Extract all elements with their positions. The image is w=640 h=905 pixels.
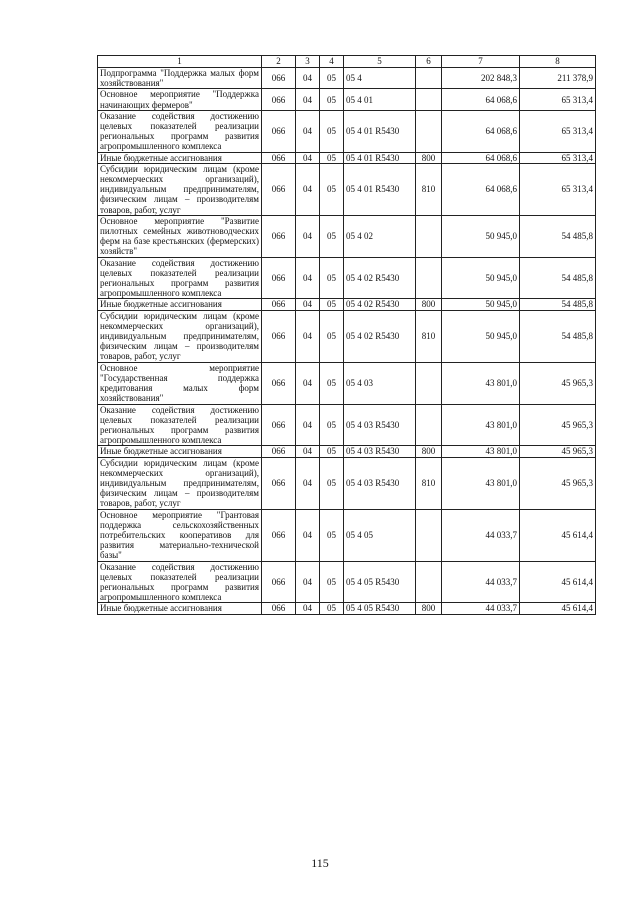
table-row [98,215,596,257]
subsection-code-cell: 05 [320,509,344,561]
expense-type-cell: 800 [416,152,442,163]
amount-col7-cell: 43 801,0 [442,446,520,457]
amount-col7-cell: 64 068,6 [442,110,520,152]
column-header: 2 [262,56,296,68]
amount-col7-cell: 64 068,6 [442,163,520,215]
amount-col7-cell: 64 068,6 [442,89,520,110]
table-row [98,404,596,446]
amount-col8-cell: 54 485,8 [520,299,596,310]
amount-col8-cell: 45 614,4 [520,561,596,603]
section-code-cell: 04 [296,404,320,446]
admin-code-cell: 066 [262,68,296,89]
table-row [98,299,596,310]
subsection-code-cell: 05 [320,310,344,362]
section-code-cell: 04 [296,310,320,362]
table-row [98,603,596,614]
row-name-cell: Субсидии юридическим лицам (кроме некоммерческих организаций), индивидуальным предпринимателям, физическим лицам – производителям товаров, работ, услуг [98,310,262,362]
page-number: 115 [311,856,329,870]
subsection-code-cell: 05 [320,110,344,152]
admin-code-cell: 066 [262,446,296,457]
admin-code-cell: 066 [262,404,296,446]
expense-type-cell [416,89,442,110]
table-row [98,110,596,152]
table-row [98,68,596,89]
expense-type-cell [416,509,442,561]
row-name-cell: Оказание содействия достижению целевых показателей реализации региональных программ развития агропромышленного комплекса [98,561,262,603]
target-article-cell: 05 4 01 R5430 [344,163,416,215]
amount-col7-cell: 50 945,0 [442,310,520,362]
amount-col7-cell: 43 801,0 [442,457,520,509]
row-name-cell: Иные бюджетные ассигнования [98,152,262,163]
table-row [98,362,596,404]
table-row [98,152,596,163]
admin-code-cell: 066 [262,89,296,110]
expense-type-cell: 800 [416,603,442,614]
target-article-cell: 05 4 02 R5430 [344,257,416,299]
expense-type-cell [416,68,442,89]
expense-type-cell: 800 [416,299,442,310]
amount-col7-cell: 50 945,0 [442,215,520,257]
row-name-cell: Основное мероприятие "Поддержка начинающих фермеров" [98,89,262,110]
target-article-cell: 05 4 02 R5430 [344,310,416,362]
target-article-cell: 05 4 05 [344,509,416,561]
row-name-cell: Оказание содействия достижению целевых показателей реализации региональных программ развития агропромышленного комплекса [98,257,262,299]
expense-type-cell [416,561,442,603]
amount-col7-cell: 202 848,3 [442,68,520,89]
amount-col8-cell: 45 965,3 [520,446,596,457]
column-header: 5 [344,56,416,68]
section-code-cell: 04 [296,215,320,257]
target-article-cell: 05 4 01 R5430 [344,110,416,152]
target-article-cell: 05 4 01 R5430 [344,152,416,163]
expense-type-cell [416,404,442,446]
table-row [98,89,596,110]
target-article-cell: 05 4 03 R5430 [344,446,416,457]
section-code-cell: 04 [296,509,320,561]
row-name-cell: Основное мероприятие "Развитие пилотных семейных животноводческих ферм на базе крестьянских (фермерских) хозяйств" [98,215,262,257]
row-name-cell: Иные бюджетные ассигнования [98,603,262,614]
admin-code-cell: 066 [262,362,296,404]
target-article-cell: 05 4 01 [344,89,416,110]
table-row [98,509,596,561]
table-row [98,310,596,362]
amount-col7-cell: 50 945,0 [442,257,520,299]
row-name-cell: Субсидии юридическим лицам (кроме некоммерческих организаций), индивидуальным предпринимателям, физическим лицам – производителям товаров, работ, услуг [98,457,262,509]
amount-col8-cell: 54 485,8 [520,215,596,257]
amount-col8-cell: 45 965,3 [520,362,596,404]
amount-col8-cell: 45 965,3 [520,457,596,509]
row-name-cell: Иные бюджетные ассигнования [98,299,262,310]
subsection-code-cell: 05 [320,152,344,163]
section-code-cell: 04 [296,299,320,310]
budget-table [97,55,596,615]
admin-code-cell: 066 [262,152,296,163]
amount-col8-cell: 65 313,4 [520,152,596,163]
row-name-cell: Основное мероприятие "Государственная поддержка кредитования малых форм хозяйствования" [98,362,262,404]
subsection-code-cell: 05 [320,68,344,89]
subsection-code-cell: 05 [320,603,344,614]
admin-code-cell: 066 [262,163,296,215]
section-code-cell: 04 [296,446,320,457]
admin-code-cell: 066 [262,257,296,299]
section-code-cell: 04 [296,457,320,509]
section-code-cell: 04 [296,68,320,89]
expense-type-cell [416,257,442,299]
target-article-cell: 05 4 03 [344,362,416,404]
amount-col8-cell: 54 485,8 [520,257,596,299]
row-name-cell: Оказание содействия достижению целевых показателей реализации региональных программ развития агропромышленного комплекса [98,110,262,152]
table-body [98,68,596,615]
expense-type-cell: 800 [416,446,442,457]
expense-type-cell: 810 [416,457,442,509]
section-code-cell: 04 [296,603,320,614]
subsection-code-cell: 05 [320,561,344,603]
expense-type-cell: 810 [416,310,442,362]
table-header-row [98,56,596,68]
section-code-cell: 04 [296,163,320,215]
section-code-cell: 04 [296,257,320,299]
amount-col7-cell: 43 801,0 [442,404,520,446]
amount-col7-cell: 43 801,0 [442,362,520,404]
admin-code-cell: 066 [262,509,296,561]
admin-code-cell: 066 [262,457,296,509]
column-header: 7 [442,56,520,68]
subsection-code-cell: 05 [320,257,344,299]
admin-code-cell: 066 [262,603,296,614]
subsection-code-cell: 05 [320,404,344,446]
target-article-cell: 05 4 05 R5430 [344,603,416,614]
section-code-cell: 04 [296,152,320,163]
admin-code-cell: 066 [262,299,296,310]
target-article-cell: 05 4 02 R5430 [344,299,416,310]
expense-type-cell [416,215,442,257]
expense-type-cell: 810 [416,163,442,215]
subsection-code-cell: 05 [320,362,344,404]
target-article-cell: 05 4 02 [344,215,416,257]
row-name-cell: Основное мероприятие "Грантовая поддержка сельскохозяйственных потребительских кооперативов для развития материально-технической базы" [98,509,262,561]
amount-col8-cell: 45 965,3 [520,404,596,446]
column-header: 3 [296,56,320,68]
amount-col8-cell: 65 313,4 [520,110,596,152]
target-article-cell: 05 4 [344,68,416,89]
subsection-code-cell: 05 [320,89,344,110]
amount-col8-cell: 45 614,4 [520,509,596,561]
amount-col8-cell: 45 614,4 [520,603,596,614]
amount-col7-cell: 64 068,6 [442,152,520,163]
subsection-code-cell: 05 [320,299,344,310]
table-row [98,457,596,509]
amount-col7-cell: 44 033,7 [442,561,520,603]
column-header: 8 [520,56,596,68]
section-code-cell: 04 [296,561,320,603]
column-header: 6 [416,56,442,68]
section-code-cell: 04 [296,110,320,152]
admin-code-cell: 066 [262,110,296,152]
subsection-code-cell: 05 [320,215,344,257]
subsection-code-cell: 05 [320,446,344,457]
amount-col8-cell: 65 313,4 [520,89,596,110]
section-code-cell: 04 [296,89,320,110]
admin-code-cell: 066 [262,310,296,362]
row-name-cell: Подпрограмма "Поддержка малых форм хозяйствования" [98,68,262,89]
column-header: 1 [98,56,262,68]
row-name-cell: Субсидии юридическим лицам (кроме некоммерческих организаций), индивидуальным предпринимателям, физическим лицам – производителям товаров, работ, услуг [98,163,262,215]
target-article-cell: 05 4 05 R5430 [344,561,416,603]
table-row [98,257,596,299]
expense-type-cell [416,110,442,152]
table-row [98,446,596,457]
admin-code-cell: 066 [262,561,296,603]
target-article-cell: 05 4 03 R5430 [344,404,416,446]
amount-col7-cell: 44 033,7 [442,603,520,614]
column-header: 4 [320,56,344,68]
expense-type-cell [416,362,442,404]
amount-col8-cell: 54 485,8 [520,310,596,362]
row-name-cell: Оказание содействия достижению целевых показателей реализации региональных программ развития агропромышленного комплекса [98,404,262,446]
amount-col8-cell: 65 313,4 [520,163,596,215]
table-row [98,561,596,603]
table-row [98,163,596,215]
row-name-cell: Иные бюджетные ассигнования [98,446,262,457]
subsection-code-cell: 05 [320,163,344,215]
amount-col7-cell: 44 033,7 [442,509,520,561]
subsection-code-cell: 05 [320,457,344,509]
section-code-cell: 04 [296,362,320,404]
admin-code-cell: 066 [262,215,296,257]
amount-col7-cell: 50 945,0 [442,299,520,310]
amount-col8-cell: 211 378,9 [520,68,596,89]
target-article-cell: 05 4 03 R5430 [344,457,416,509]
